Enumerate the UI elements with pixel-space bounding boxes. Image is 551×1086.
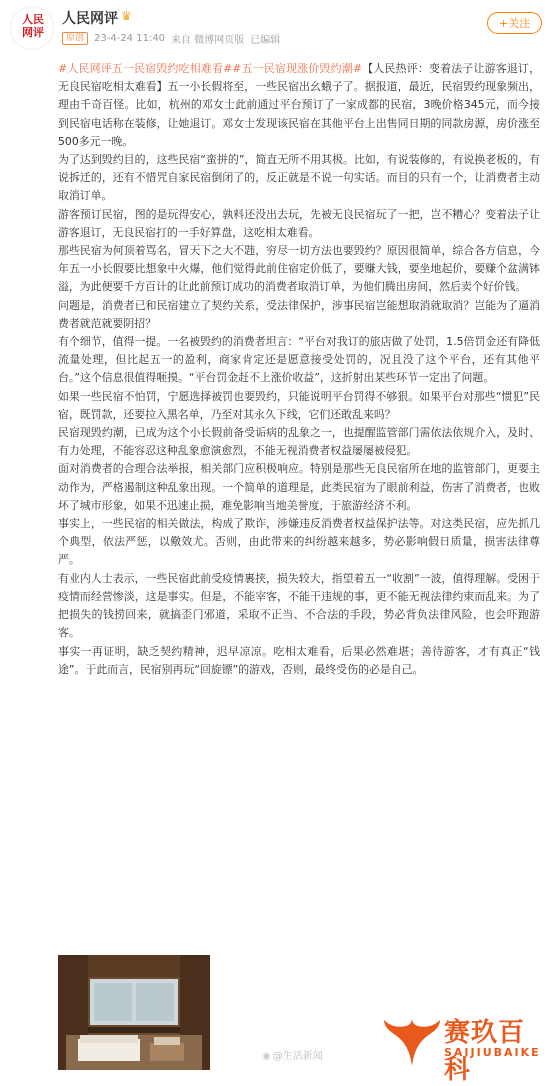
whale-tail-icon: [382, 1012, 442, 1068]
avatar-logo: 人民 网评: [22, 13, 44, 39]
weibo-logo-icon: ◉: [262, 1051, 271, 1062]
brand-name: 赛玖百科: [444, 1018, 526, 1085]
post-header: [0, 0, 551, 60]
brand-subtitle: SAIJIUBAIKE: [444, 1046, 541, 1059]
post-paragraph: 游客预订民宿，图的是玩得安心，孰料还没出去玩，先被无良民宿玩了一把，岂不糟心？变着法子让游客退订，无良民宿打的一手好算盘，这吃相太难看。: [58, 207, 540, 239]
edited-label: 已编辑: [250, 35, 281, 46]
post-paragraph: 事实上，一些民宿的相关做法，构成了欺诈，涉嫌违反消费者权益保护法等。对这类民宿，应先抓几个典型，依法严惩，以儆效尤。否则，由此带来的纠纷越来越多，势必影响假日质量，损害法律尊严。: [58, 517, 540, 567]
room-photo-icon: [58, 955, 210, 1070]
follow-button[interactable]: +关注: [487, 12, 542, 34]
avatar[interactable]: [10, 6, 54, 50]
post-paragraph: 事实一再证明，缺乏契约精神，迟早凉凉。吃相太难看，后果必然难堪；善待游客，才有真正“钱途”。于此而言，民宿别再玩“回旋镖”的游戏，否则，最终受伤的必是自己。: [58, 644, 540, 676]
username[interactable]: 人民网评: [62, 11, 118, 27]
original-badge: 原创: [62, 32, 88, 45]
watermark-text: @生活新闻: [272, 1051, 323, 1062]
paragraph-text: 【人民热评：变着法子让游客退订，无良民宿吃相太难看】五一小长假将至，一些民宿出幺蛾子了。据报道，最近，民宿毁约现象频出，理由千奇百怪。比如，杭州的邓女士此前通过平台预订了一家成都的民宿，3晚价格345元，而今接到民宿电话称在装修，让她退订。邓女士发现该民宿在其他平台上出售同日期的同款房源，房价涨至500多元一晚。: [58, 62, 540, 148]
post-paragraph: 有业内人士表示，一些民宿此前受疫情裹挟，损失较大，指望着五一“收割”一波，值得理解。受困于疫情而经营惨淡，这是事实。但是，不能宰客，不能干违规的事，更不能无视法律约束而乱来。为了把损失的钱捞回来，就搞歪门邪道，采取不正当、不合法的手段，势必背负法律风险，也会吓跑游客。: [58, 571, 540, 640]
post-paragraph: 有个细节，值得一提。一名被毁约的消费者坦言：“平台对我订的旅店做了处罚，1.5倍罚金还有降低流量处理，但比起五一的盈利，商家肯定还是愿意接受处罚的，况且没了这个平台，还有其他平台。”这个信息很值得咂摸。“平台罚金赶不上涨价收益”，这折射出某些环节一定出了问题。: [58, 335, 540, 385]
post-paragraph: 那些民宿为何顶着骂名，冒天下之大不韪，穷尽一切方法也要毁约？原因很简单，综合各方信息，今年五一小长假要比想象中火爆，他们觉得此前住宿定价低了，要赚大钱，要坐地起价，要赚个盆满钵溢，为此便要千方百计的让此前预订成功的消费者取消订单，为他们腾出房间，然后卖个好价钱。: [58, 244, 540, 294]
verified-crown-icon: ♛: [121, 9, 132, 23]
post-paragraph: 面对消费者的合理合法举报，相关部门应积极响应。特别是那些无良民宿所在地的监管部门，更要主动作为，严格遏制这种乱象出现。一个简单的道理是，此类民宿为了眼前利益，伤害了消费者，也败坏了城市形象，如果不迅速止损，难免影响当地美誉度，于旅游经济不利。: [58, 462, 540, 512]
hashtag-links[interactable]: #人民网评五一民宿毁约吃相难看##五一民宿现涨价毁约潮#: [58, 62, 362, 75]
post-source: 来自 微博网页版: [171, 35, 245, 46]
post-meta: [62, 31, 280, 46]
post-paragraph: 问题是，消费者已和民宿建立了契约关系，受法律保护，涉事民宿岂能想取消就取消？岂能为了逼消费者就范就要阴招？: [58, 298, 540, 330]
post-paragraph: 如果一些民宿不怕罚，宁愿选择被罚也要毁约，只能说明平台罚得不够狠。如果平台对那些“惯犯”民宿，既罚款，还要拉入黑名单，乃至对其永久下线，它们还敢乱来吗？: [58, 389, 540, 421]
post-time[interactable]: 23-4-24 11:40: [94, 33, 166, 44]
post-image-thumbnail[interactable]: [58, 955, 210, 1070]
post-paragraph: 民宿现毁约潮，已成为这个小长假前备受诟病的乱象之一，也提醒监管部门需依法依规介入，及时、有力处理，不能容忍这种乱象愈演愈烈，不能无视消费者权益屡屡被侵犯。: [58, 426, 540, 458]
weibo-watermark: [262, 1047, 323, 1062]
post-body: [58, 60, 540, 679]
brand-logo: [382, 1010, 542, 1085]
post-paragraph: 为了达到毁约目的，这些民宿“蛮拼的”，简直无所不用其极。比如，有说装修的，有说换老板的，有说拆迁的，还有不惜咒自家民宿倒闭了的，反正就是不说一句实话。而目的只有一个，让消费者主动取消订单。: [58, 153, 540, 203]
post-paragraph-first: [58, 60, 540, 151]
